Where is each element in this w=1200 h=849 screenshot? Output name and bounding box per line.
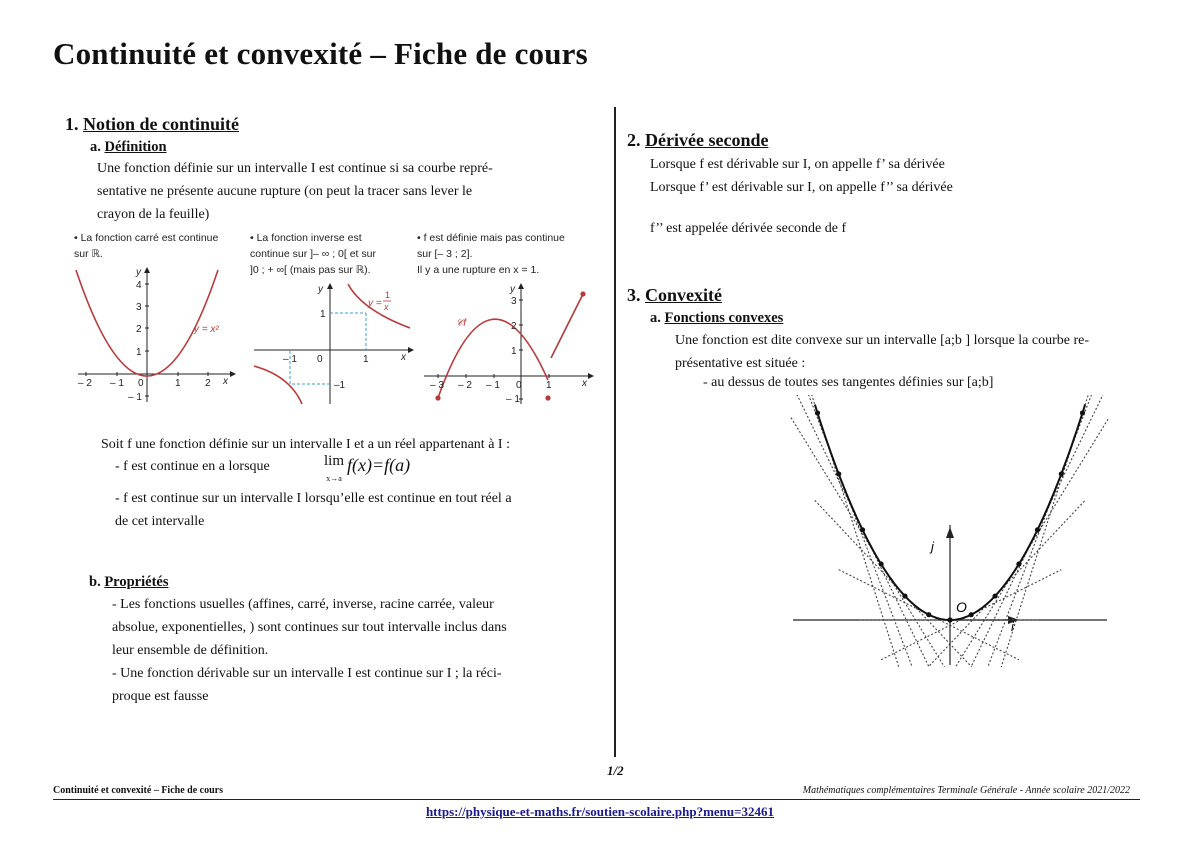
tick-label: 2 bbox=[136, 324, 142, 335]
tangent-line bbox=[815, 500, 995, 667]
convex-bullet: - au dessus de toutes ses tangentes définies sur [a;b] bbox=[703, 375, 994, 390]
curve-right-branch bbox=[551, 294, 583, 358]
subsection-1b-title: Propriétés bbox=[104, 574, 169, 590]
property-line: absolue, exponentielles, ) sont continues sur tout intervalle inclus dans bbox=[112, 620, 507, 635]
tangent-lines bbox=[785, 395, 1110, 667]
axis-label-x: x bbox=[401, 352, 406, 363]
tangent-point bbox=[879, 561, 884, 566]
caption-line: ]0 ; + ∞[ (mais pas sur ℝ). bbox=[250, 264, 371, 276]
axis-label-y: y bbox=[510, 284, 515, 295]
section-3-number: 3. bbox=[627, 285, 641, 305]
subsection-1b-letter: b. bbox=[89, 574, 101, 590]
soit-text: Soit f une fonction définie sur un intervalle I et a un réel appartenant à I : bbox=[101, 437, 510, 452]
properties-list bbox=[112, 593, 507, 708]
endpoint-dot bbox=[435, 395, 440, 400]
text-line: Une fonction est dite convexe sur un intervalle [a;b ] lorsque la courbe re- bbox=[675, 333, 1090, 348]
tick-label: – 1 bbox=[128, 392, 142, 403]
tick-label: 1 bbox=[363, 354, 369, 365]
tangent-point bbox=[992, 593, 997, 598]
square-function-graph bbox=[72, 262, 240, 404]
tangent-point bbox=[1035, 527, 1040, 532]
origin-label: O bbox=[956, 599, 967, 615]
tangent-point bbox=[836, 471, 841, 476]
property-line: - Les fonctions usuelles (affines, carré, inverse, racine carrée, valeur bbox=[112, 597, 494, 612]
tick-label: 0 bbox=[516, 380, 522, 391]
section-1-number: 1. bbox=[65, 114, 79, 134]
caption-line: • f est définie mais pas continue bbox=[417, 232, 565, 244]
tangent-line bbox=[785, 395, 908, 667]
y-axis-arrow bbox=[327, 283, 333, 289]
discontinuous-function-graph bbox=[420, 280, 595, 405]
section-2-number: 2. bbox=[627, 130, 641, 150]
footer-title: Continuité et convexité – Fiche de cours bbox=[53, 785, 223, 796]
tick-label: – 2 bbox=[458, 380, 472, 391]
curve-label-denominator: x bbox=[384, 302, 389, 312]
tangent-line bbox=[905, 500, 1085, 667]
tick-label: 1 bbox=[546, 380, 552, 391]
subsection-1b-heading bbox=[89, 574, 168, 591]
definition-line: crayon de la feuille) bbox=[97, 207, 210, 222]
tangent-point bbox=[1016, 561, 1021, 566]
curve-label-numerator: 1 bbox=[385, 290, 391, 300]
tick-label: 2 bbox=[205, 378, 211, 389]
continuity-at-a-text: - f est continue en a lorsque bbox=[115, 459, 270, 474]
y-axis-arrow bbox=[518, 283, 524, 289]
x-axis-arrow bbox=[588, 373, 594, 379]
tangent-point bbox=[860, 527, 865, 532]
text-line: Lorsque f’ est dérivable sur I, on appelle f’’ sa dérivée bbox=[650, 180, 953, 195]
tangent-line bbox=[791, 418, 971, 667]
tangent-point bbox=[902, 593, 907, 598]
tangent-point bbox=[815, 410, 820, 415]
tangent-point bbox=[969, 612, 974, 617]
tick-label: –1 bbox=[334, 380, 346, 391]
y-axis-arrow bbox=[144, 267, 150, 273]
inverse-curve-negative bbox=[254, 366, 302, 404]
convexity-tangents-graph bbox=[785, 395, 1110, 667]
tangent-point bbox=[926, 612, 931, 617]
tick-label: 1 bbox=[136, 347, 142, 358]
text-line: présentative est située : bbox=[675, 356, 806, 371]
section-1-title: Notion de continuité bbox=[83, 114, 240, 134]
tick-label: – 1 bbox=[506, 394, 520, 405]
tick-label: 1 bbox=[320, 309, 326, 320]
subsection-1a-heading bbox=[90, 139, 167, 156]
tick-label: 1 bbox=[175, 378, 181, 389]
j-vector-label: j bbox=[931, 539, 934, 554]
subsection-3a-heading bbox=[650, 310, 783, 327]
subsection-3a-title: Fonctions convexes bbox=[664, 310, 784, 326]
text-line bbox=[650, 199, 953, 217]
text-line: Lorsque f est dérivable sur I, on appelle f’ sa dérivée bbox=[650, 157, 945, 172]
endpoint-dot bbox=[545, 395, 550, 400]
axis-label-x: x bbox=[582, 378, 587, 389]
tangent-line bbox=[947, 395, 1110, 667]
curve-label-prefix: y = bbox=[368, 298, 382, 309]
axis-label-x: x bbox=[223, 376, 228, 387]
tick-label: – 3 bbox=[430, 380, 444, 391]
curve-label: 𝒞f bbox=[456, 318, 467, 329]
footer-course-info: Mathématiques complémentaires Terminale Générale - Année scolaire 2021/2022 bbox=[802, 785, 1130, 796]
text-line: - f est continue sur un intervalle I lorsqu’elle est continue en tout réel a bbox=[115, 491, 512, 506]
caption-line: sur [– 3 ; 2]. bbox=[417, 248, 473, 260]
limit-word: lim bbox=[323, 453, 344, 469]
footer-rule bbox=[53, 799, 1140, 800]
caption-line: continue sur ]– ∞ ; 0[ et sur bbox=[250, 248, 376, 260]
second-derivative-text bbox=[650, 153, 953, 240]
x-axis-arrow bbox=[230, 371, 236, 377]
column-divider bbox=[614, 107, 616, 757]
section-1-heading bbox=[65, 114, 239, 135]
tick-label: 0 bbox=[138, 378, 144, 389]
section-2-heading bbox=[627, 130, 768, 151]
inverse-function-graph bbox=[250, 280, 415, 405]
curve-label: y = x² bbox=[194, 324, 219, 335]
section-3-heading bbox=[627, 285, 722, 306]
tangent-line bbox=[971, 395, 1110, 667]
caption-line: sur ℝ. bbox=[74, 248, 103, 260]
text-line: de cet intervalle bbox=[115, 514, 205, 529]
text-line: f’’ est appelée dérivée seconde de f bbox=[650, 221, 847, 236]
x-axis-arrow bbox=[408, 347, 414, 353]
property-line: leur ensemble de définition. bbox=[112, 643, 269, 658]
limit-expression: f(x)=f(a) bbox=[347, 455, 411, 475]
i-vector-label: i bbox=[1011, 619, 1014, 634]
caption-line: Il y a une rupture en x = 1. bbox=[417, 264, 540, 276]
page-number: 1/2 bbox=[607, 763, 624, 778]
tangent-point bbox=[947, 617, 952, 622]
caption-line: • La fonction inverse est bbox=[250, 232, 362, 244]
convex-definition-text bbox=[675, 329, 1089, 375]
tangent-line bbox=[929, 418, 1109, 667]
tick-label: 4 bbox=[136, 280, 142, 291]
figure-3-caption bbox=[417, 230, 597, 278]
tick-label: 0 bbox=[317, 354, 323, 365]
definition-text bbox=[97, 157, 493, 226]
tick-label: 3 bbox=[511, 296, 517, 307]
figure-2-caption bbox=[250, 230, 410, 278]
tick-label: – 1 bbox=[110, 378, 124, 389]
property-line: proque est fausse bbox=[112, 689, 209, 704]
endpoint-dot bbox=[580, 291, 585, 296]
tick-label: 2 bbox=[511, 321, 517, 332]
subsection-1a-title: Définition bbox=[104, 139, 167, 155]
tangent-point bbox=[1059, 471, 1064, 476]
continuity-on-interval-text bbox=[115, 487, 512, 533]
tick-label: – 2 bbox=[78, 378, 92, 389]
definition-line: sentative ne présente aucune rupture (on peut la tracer sans lever le bbox=[97, 184, 473, 199]
tick-label: – 1 bbox=[283, 354, 297, 365]
axis-label-y: y bbox=[136, 267, 141, 278]
tick-label: 3 bbox=[136, 302, 142, 313]
subsection-1a-letter: a. bbox=[90, 139, 101, 155]
property-line: - Une fonction dérivable sur un intervalle I est continue sur I ; la réci- bbox=[112, 666, 502, 681]
tick-label: 1 bbox=[511, 346, 517, 357]
limit-subscript: x→a bbox=[326, 474, 342, 483]
figure-1-caption bbox=[74, 230, 244, 262]
page-title: Continuité et convexité – Fiche de cours bbox=[53, 36, 588, 71]
subsection-3a-letter: a. bbox=[650, 310, 661, 326]
website-link[interactable]: https://physique-et-maths.fr/soutien-scolaire.php?menu=32461 bbox=[425, 804, 775, 819]
tangent-point bbox=[1080, 410, 1085, 415]
tangent-line bbox=[785, 395, 953, 667]
j-vector-arrow bbox=[946, 527, 954, 538]
footer-link-container bbox=[0, 804, 1200, 820]
axis-label-y: y bbox=[318, 284, 323, 295]
tick-label: – 1 bbox=[486, 380, 500, 391]
section-2-title: Dérivée seconde bbox=[645, 130, 769, 150]
caption-line: • La fonction carré est continue bbox=[74, 232, 219, 244]
definition-line: Une fonction définie sur un intervalle I est continue si sa courbe repré- bbox=[97, 161, 493, 176]
section-3-title: Convexité bbox=[645, 285, 722, 305]
tangent-line bbox=[785, 395, 929, 667]
